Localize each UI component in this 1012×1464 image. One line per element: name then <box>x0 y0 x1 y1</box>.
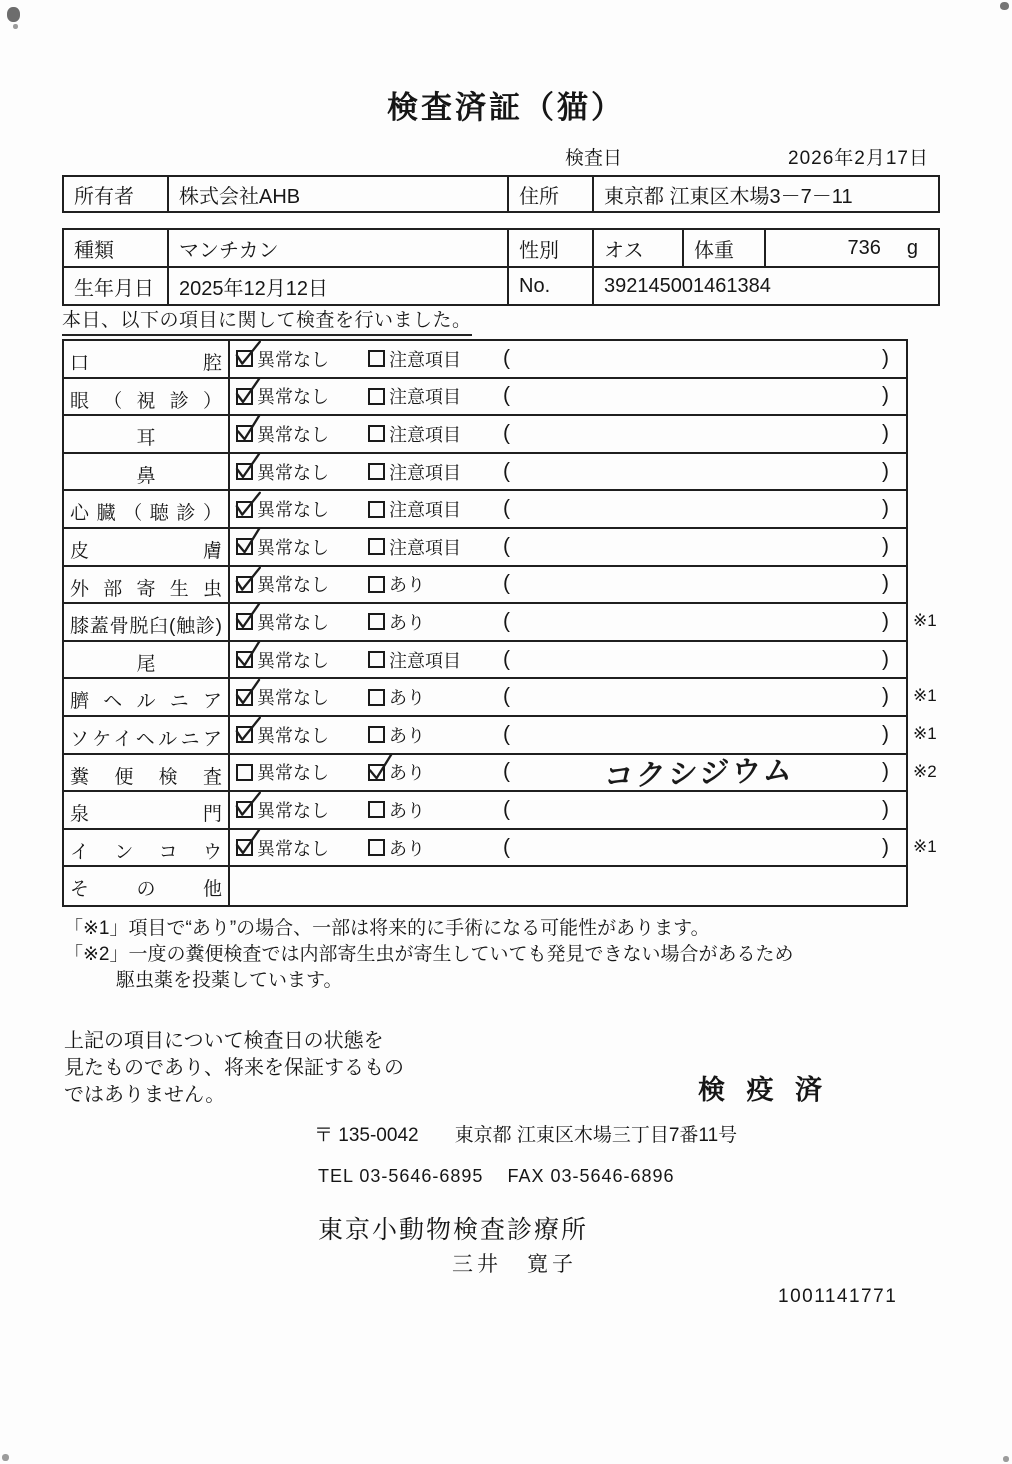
paren-close: ) <box>882 496 889 520</box>
checklist-row <box>64 642 906 680</box>
postal-code: 〒 135-0042 <box>314 1125 419 1146</box>
checkbox-normal <box>236 801 253 818</box>
checkbox-attention <box>368 726 385 743</box>
inspection-date-label: 検査日 <box>565 148 623 169</box>
item-label: 糞便検査 <box>64 755 230 791</box>
checkbox-attention <box>368 613 385 630</box>
option-attention <box>368 383 461 409</box>
paren-open: ( <box>503 759 510 783</box>
statement-line: 本日、以下の項目に関して検査を行いました。 <box>62 305 472 336</box>
footnote-2: 「※2」一度の糞便検査では内部寄生虫が寄生していても発見できない場合があるため <box>64 944 794 965</box>
row-footnote-ref: ※1 <box>913 686 937 706</box>
checklist-rows <box>64 341 937 905</box>
veterinarian-name: 三井 寛子 <box>452 1253 577 1276</box>
clinic-phone-line <box>318 1166 675 1187</box>
option-normal-label: 異常なし <box>257 800 329 821</box>
address-value: 東京都 江東区木場3－7－11 <box>592 177 938 211</box>
option-attention-label: 注意項目 <box>389 462 461 483</box>
paren-close: ) <box>882 835 889 859</box>
row-footnote-ref: ※1 <box>913 836 937 856</box>
scan-artifact <box>1003 1456 1009 1462</box>
item-label: 眼（視診） <box>64 379 230 415</box>
checklist-row <box>64 529 906 567</box>
footnote-1: 「※1」項目で“あり”の場合、一部は将来的に手術になる可能性があります。 <box>64 918 710 939</box>
item-label: ソケイヘルニア <box>64 717 230 753</box>
option-normal-label: 異常なし <box>257 763 329 784</box>
item-label: 尾 <box>64 642 230 678</box>
option-attention-label: あり <box>389 612 425 633</box>
checklist-table <box>62 339 937 907</box>
checkbox-normal <box>236 501 253 518</box>
option-normal-label: 異常なし <box>257 575 329 596</box>
sex-label: 性別 <box>507 230 592 266</box>
item-options <box>230 830 906 866</box>
breed-value: マンチカン <box>167 230 507 266</box>
item-options <box>230 679 906 715</box>
item-label: 口腔 <box>64 341 230 377</box>
item-label: 膝蓋骨脱臼(触診) <box>64 604 230 640</box>
tel-number: TEL 03-5646-6895 <box>318 1166 484 1186</box>
paren-close: ) <box>882 759 889 783</box>
checkbox-normal <box>236 463 253 480</box>
paren-open: ( <box>503 835 510 859</box>
option-attention <box>368 835 425 861</box>
option-attention <box>368 571 425 597</box>
checkbox-attention <box>368 689 385 706</box>
clinic-name: 東京小動物検査診療所 <box>318 1216 589 1244</box>
option-attention <box>368 684 425 710</box>
animal-info-table <box>62 228 940 306</box>
checklist-row <box>64 604 937 642</box>
checkbox-normal <box>236 350 253 367</box>
item-label: インコウ <box>64 830 230 866</box>
item-options <box>230 755 906 791</box>
checkbox-attention <box>368 463 385 480</box>
handwritten-finding <box>530 331 870 343</box>
option-normal-label: 異常なし <box>257 500 329 521</box>
paren-close: ) <box>882 571 889 595</box>
checkbox-attention <box>368 388 385 405</box>
paren-open: ( <box>503 346 510 370</box>
checklist-row <box>64 754 937 793</box>
option-attention-label: 注意項目 <box>389 424 461 445</box>
scan-artifact <box>7 7 20 22</box>
paren-open: ( <box>503 722 510 746</box>
item-options <box>230 642 906 678</box>
checkbox-attention <box>368 538 385 555</box>
option-normal <box>236 459 329 485</box>
no-value: 392145001461384 <box>592 268 938 304</box>
serial-number: 1001141771 <box>778 1286 898 1307</box>
option-attention-label: あり <box>389 800 425 821</box>
birthdate-value: 2025年12月12日 <box>167 268 507 304</box>
clinic-address-line <box>314 1120 737 1147</box>
item-options <box>230 379 906 415</box>
checkbox-normal <box>236 764 253 781</box>
checkbox-normal <box>236 388 253 405</box>
disclaimer <box>64 1028 404 1109</box>
option-attention <box>368 722 425 748</box>
checklist-row <box>64 454 906 492</box>
option-attention <box>368 797 425 823</box>
option-normal <box>236 722 329 748</box>
option-normal <box>236 421 329 447</box>
item-label: 皮膚 <box>64 529 230 565</box>
checkbox-attention <box>368 501 385 518</box>
option-normal-label: 異常なし <box>257 650 329 671</box>
item-options <box>230 604 906 640</box>
item-options <box>230 529 906 565</box>
option-normal <box>236 797 329 823</box>
option-normal <box>236 609 329 635</box>
paren-open: ( <box>503 647 510 671</box>
checkbox-attention <box>368 350 385 367</box>
paren-close: ) <box>882 459 889 483</box>
checkbox-normal <box>236 425 253 442</box>
sex-value: オス <box>592 230 682 266</box>
option-attention-label: あり <box>389 688 425 709</box>
checkbox-normal <box>236 689 253 706</box>
item-options <box>230 567 906 603</box>
checkbox-normal <box>236 576 253 593</box>
option-attention-label: あり <box>389 763 425 784</box>
option-attention-label: 注意項目 <box>389 650 461 671</box>
owner-label: 所有者 <box>74 185 134 208</box>
option-attention-label: あり <box>389 838 425 859</box>
option-normal <box>236 684 329 710</box>
checklist-row <box>64 416 906 454</box>
weight-cell <box>764 230 938 266</box>
option-normal <box>236 571 329 597</box>
paren-open: ( <box>503 797 510 821</box>
option-normal <box>236 534 329 560</box>
option-attention <box>368 759 425 785</box>
option-attention-label: 注意項目 <box>389 349 461 370</box>
scan-artifact <box>13 24 18 29</box>
paren-open: ( <box>503 496 510 520</box>
option-attention <box>368 496 461 522</box>
option-normal-label: 異常なし <box>257 537 329 558</box>
option-attention-label: あり <box>389 725 425 746</box>
paren-close: ) <box>882 797 889 821</box>
option-attention <box>368 346 461 372</box>
checkbox-attention <box>368 651 385 668</box>
paren-open: ( <box>503 609 510 633</box>
checklist-row <box>64 379 906 417</box>
item-label: 臍ヘルニア <box>64 679 230 715</box>
option-normal <box>236 346 329 372</box>
fax-number: FAX 03-5646-6896 <box>507 1166 675 1186</box>
option-normal-label: 異常なし <box>257 387 329 408</box>
option-normal <box>236 647 329 673</box>
checkbox-normal <box>236 651 253 668</box>
option-attention <box>368 534 461 560</box>
checklist-row <box>64 341 906 379</box>
item-label: 外部寄生虫 <box>64 567 230 603</box>
paren-close: ) <box>882 684 889 708</box>
disclaimer-line-1: 上記の項目について検査日の状態を <box>64 1030 384 1052</box>
option-normal-label: 異常なし <box>257 349 329 370</box>
clinic-address: 東京都 江東区木場三丁目7番11号 <box>454 1125 738 1146</box>
checkbox-attention <box>368 764 385 781</box>
item-label: その他 <box>64 867 230 905</box>
paren-close: ) <box>882 421 889 445</box>
option-attention-label: 注意項目 <box>389 537 461 558</box>
checkbox-attention <box>368 576 385 593</box>
weight-value: 736 <box>847 236 881 259</box>
checkbox-attention <box>368 425 385 442</box>
option-normal-label: 異常なし <box>257 424 329 445</box>
checkbox-normal <box>236 538 253 555</box>
footnotes <box>64 916 944 994</box>
option-normal <box>236 835 329 861</box>
quarantine-stamp: 検 疫 済 <box>698 1075 830 1105</box>
paren-close: ) <box>882 346 889 370</box>
paren-open: ( <box>503 459 510 483</box>
item-label: 心臓（聴診） <box>64 491 230 527</box>
paren-close: ) <box>882 647 889 671</box>
option-normal-label: 異常なし <box>257 612 329 633</box>
item-label: 耳 <box>64 416 230 452</box>
option-normal-label: 異常なし <box>257 688 329 709</box>
handwritten-finding: コクシジウム <box>602 754 797 793</box>
breed-label: 種類 <box>74 239 114 262</box>
option-normal <box>236 496 329 522</box>
paren-open: ( <box>503 534 510 558</box>
item-label: 鼻 <box>64 454 230 490</box>
checklist-row <box>64 830 937 868</box>
checkbox-normal <box>236 613 253 630</box>
option-attention-label: 注意項目 <box>389 387 461 408</box>
document-title: 検査済証（猫） <box>387 90 625 125</box>
option-attention <box>368 647 461 673</box>
paren-close: ) <box>882 383 889 407</box>
option-normal <box>236 383 329 409</box>
option-normal-label: 異常なし <box>257 462 329 483</box>
paren-open: ( <box>503 571 510 595</box>
inspection-date-value: 2026年2月17日 <box>788 148 929 169</box>
checkbox-attention <box>368 801 385 818</box>
option-attention <box>368 459 461 485</box>
weight-label: 体重 <box>682 230 764 266</box>
item-options <box>230 416 906 452</box>
checklist-row <box>64 792 906 830</box>
scan-artifact <box>2 1454 9 1461</box>
paren-close: ) <box>882 534 889 558</box>
option-normal-label: 異常なし <box>257 838 329 859</box>
paren-open: ( <box>503 383 510 407</box>
checklist-row <box>64 567 906 605</box>
option-attention-label: あり <box>389 575 425 596</box>
birthdate-label: 生年月日 <box>74 277 154 300</box>
owner-value: 株式会社AHB <box>167 177 507 211</box>
item-options <box>230 454 906 490</box>
option-attention <box>368 609 425 635</box>
item-options <box>230 792 906 828</box>
no-label: No. <box>507 268 592 304</box>
paren-open: ( <box>503 421 510 445</box>
paren-close: ) <box>882 722 889 746</box>
checkbox-normal <box>236 839 253 856</box>
option-normal <box>236 759 329 785</box>
owner-info-table <box>62 175 940 213</box>
address-label: 住所 <box>507 177 592 211</box>
checkbox-normal <box>236 726 253 743</box>
paren-close: ) <box>882 609 889 633</box>
option-attention <box>368 421 461 447</box>
checkbox-attention <box>368 839 385 856</box>
checklist-row <box>64 679 937 717</box>
row-footnote-ref: ※1 <box>913 611 937 631</box>
disclaimer-line-2: 見たものであり、将来を保証するもの <box>64 1057 404 1079</box>
checklist-row <box>64 867 906 905</box>
row-footnote-ref: ※2 <box>913 761 937 781</box>
option-attention-label: 注意項目 <box>389 500 461 521</box>
item-options <box>230 341 906 377</box>
scan-artifact <box>1000 2 1009 10</box>
disclaimer-line-3: ではありません。 <box>64 1084 226 1106</box>
row-footnote-ref: ※1 <box>913 723 937 743</box>
checklist-row <box>64 491 906 529</box>
footnote-2-cont: 駆虫薬を投薬しています。 <box>116 970 343 991</box>
weight-unit: g <box>906 236 918 259</box>
paren-open: ( <box>503 684 510 708</box>
item-label: 泉門 <box>64 792 230 828</box>
option-normal-label: 異常なし <box>257 725 329 746</box>
item-options <box>230 491 906 527</box>
